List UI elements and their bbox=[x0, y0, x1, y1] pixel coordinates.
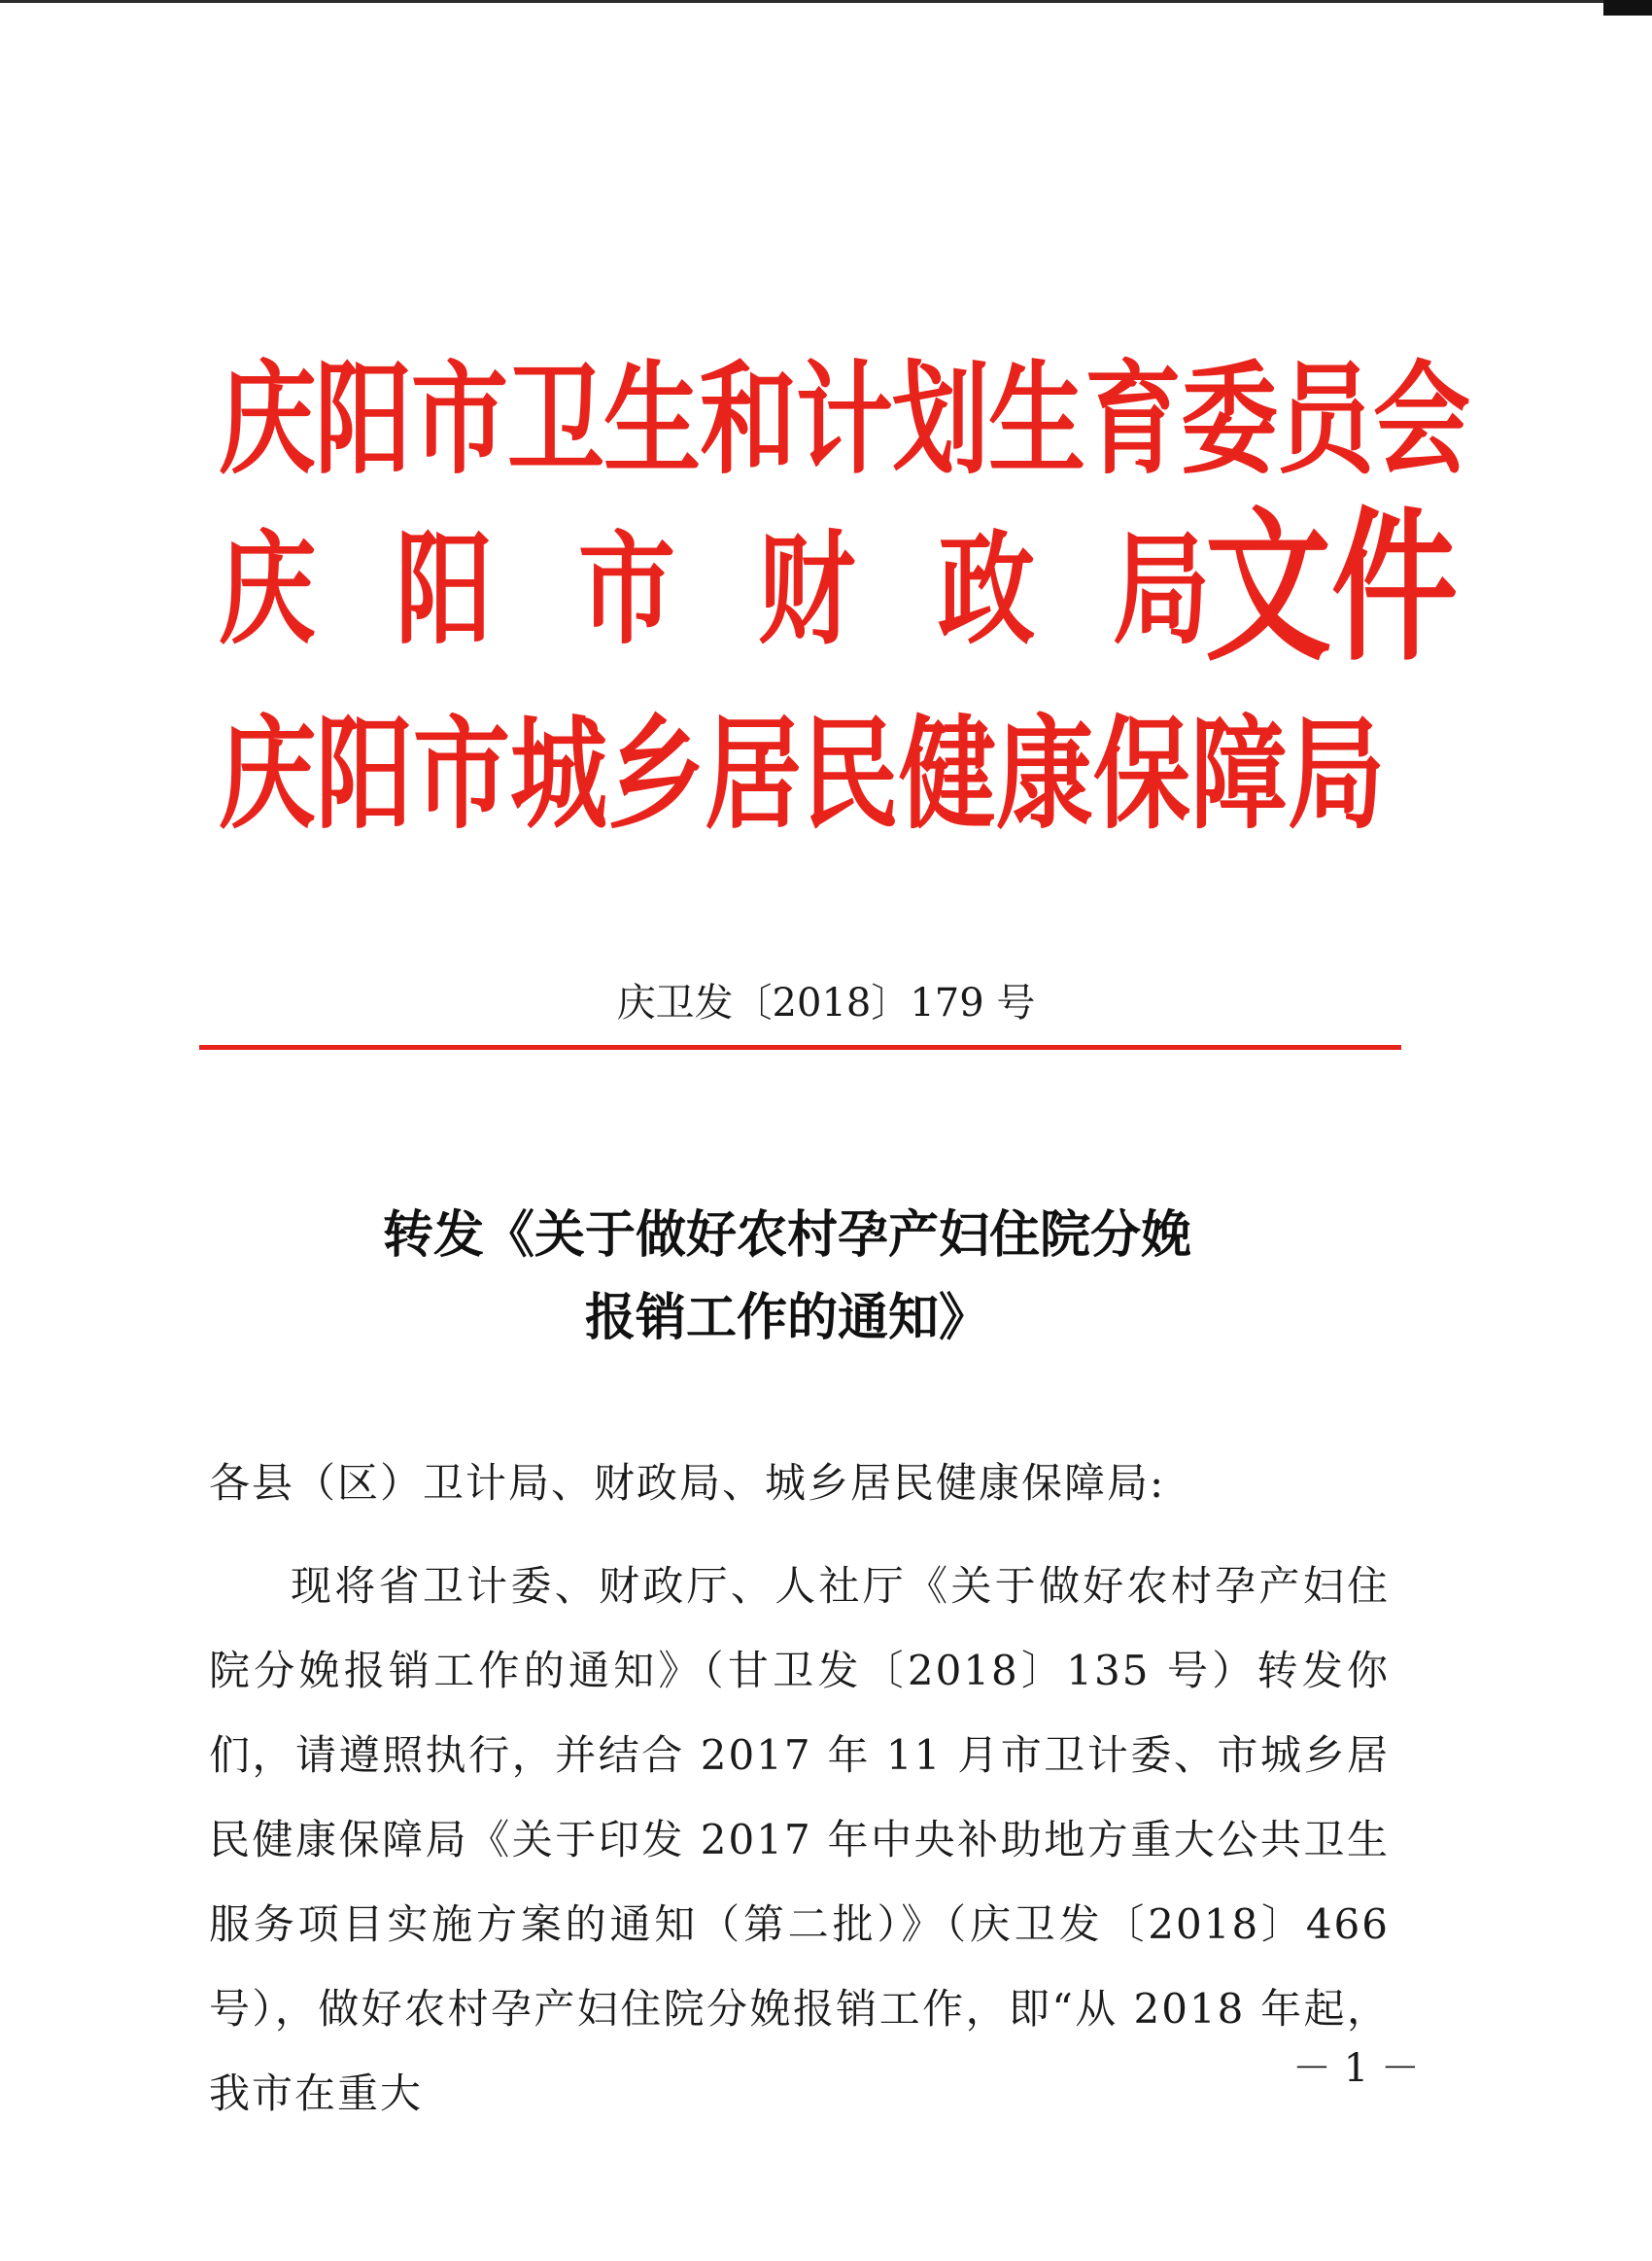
agency-2-char: 财 bbox=[758, 518, 855, 661]
agency-2-char: 政 bbox=[938, 518, 1035, 661]
scan-corner-mark bbox=[1603, 0, 1652, 16]
agency-name-finance-bureau bbox=[219, 518, 1210, 676]
document-type-label: 文件 bbox=[1205, 491, 1459, 684]
agency-name-health-insurance-bureau: 庆阳市城乡居民健康保障局 bbox=[219, 703, 1385, 846]
agency-2-char: 庆 bbox=[219, 518, 316, 661]
agency-2-char: 市 bbox=[578, 518, 675, 661]
red-divider-line bbox=[199, 1045, 1401, 1050]
salutation: 各县（区）卫计局、财政局、城乡居民健康保障局: bbox=[209, 1459, 1166, 1507]
body-paragraph: 现将省卫计委、财政厅、人社厅《关于做好农村孕产妇住院分娩报销工作的通知》（甘卫发〔2018〕135 号）转发你们，请遵照执行，并结合 2017 年 11 月市卫计委、市城乡居民健康保障局《关于印发 2017 年中央补助地方重大公共卫生服务项目实施方案的通知（第二批）》（庆卫发〔2018〕466 号），做好农村孕产妇住院分娩报销工作，即“从 2018 年起，我市在重大 bbox=[209, 1562, 1390, 2117]
agency-2-char: 阳 bbox=[396, 518, 493, 661]
document-title-line-2: 报销工作的通知》 bbox=[584, 1289, 989, 1347]
agency-2-char: 局 bbox=[1113, 518, 1210, 661]
page-number: － 1 － bbox=[1292, 2046, 1420, 2091]
agency-name-health-commission: 庆阳市卫生和计划生育委员会 bbox=[219, 348, 1469, 491]
scan-edge-line bbox=[0, 0, 1652, 3]
document-title-line-1: 转发《关于做好农村孕产妇住院分娩 bbox=[382, 1206, 1191, 1265]
document-number: 庆卫发〔2018〕179 号 bbox=[616, 981, 1036, 1026]
